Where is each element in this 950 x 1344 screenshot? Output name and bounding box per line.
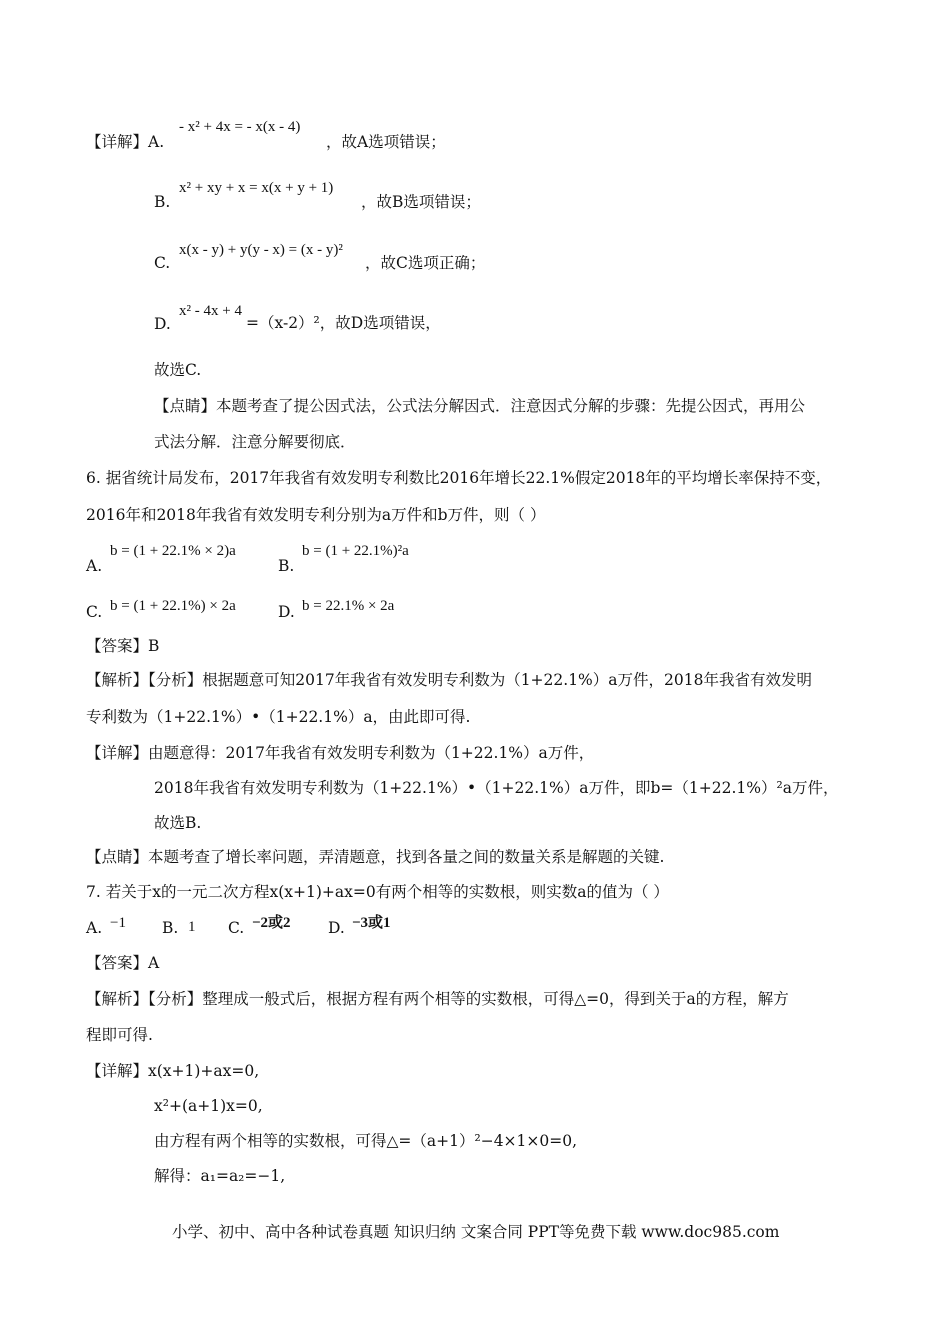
page-footer: 小学、初中、高中各种试卷真题 知识归纳 文案合同 PPT等免费下载 www.doc985.com: [172, 1223, 780, 1241]
q5-comment-line2: 式法分解．注意分解要彻底．: [154, 433, 356, 451]
q6-detail-line3: 故选B.: [154, 814, 202, 832]
q6-analysis-line2: 专利数为（1+22.1%）•（1+22.1%）a，由此即可得.: [86, 708, 471, 726]
q7-option-a-value: −1: [110, 915, 126, 931]
q6-option-d-label: D.: [278, 603, 295, 621]
q6-stem-line1: 6. 据省统计局发布，2017年我省有效发明专利数比2016年增长22.1%假定2018年的平均增长率保持不变，: [86, 469, 832, 487]
q6-detail-line1: 【详解】由题意得：2017年我省有效发明专利数为（1+22.1%）a万件，: [86, 744, 595, 762]
q6-answer: 【答案】B: [86, 637, 160, 655]
q7-option-c-label: C.: [228, 919, 245, 937]
q7-option-c-value: −2或2: [252, 915, 291, 931]
q6-option-b-label: B.: [278, 557, 295, 575]
q7-analysis-line2: 程即可得.: [86, 1026, 153, 1044]
q7-detail-line3: 由方程有两个相等的实数根，可得△=（a+1）²−4×1×0=0,: [154, 1132, 578, 1150]
q7-option-a-label: A.: [86, 919, 103, 937]
q6-analysis-line1: 【解析】【分析】根据题意可知2017年我省有效发明专利数为（1+22.1%）a万件，2018年我省有效发明: [86, 671, 812, 689]
q5-option-b-result: ，故B选项错误；: [361, 193, 481, 211]
q5-option-d-expression: x² - 4x + 4: [179, 303, 242, 319]
q7-detail-line2: x²+(a+1)x=0,: [154, 1097, 263, 1115]
q6-option-a-label: A.: [86, 557, 103, 575]
q7-detail-line1: 【详解】x(x+1)+ax=0,: [86, 1062, 260, 1080]
q7-option-b-value: 1: [188, 919, 196, 935]
q5-option-c-result: ，故C选项正确；: [365, 254, 486, 272]
q5-choose: 故选C.: [154, 361, 202, 379]
q7-option-d-label: D.: [328, 919, 345, 937]
q7-stem: 7. 若关于x的一元二次方程x(x+1)+ax=0有两个相等的实数根，则实数a的值为（ ）: [86, 883, 669, 901]
q5-option-b-label: B.: [154, 193, 171, 211]
q7-option-d-value: −3或1: [352, 915, 391, 931]
q6-comment: 【点睛】本题考查了增长率问题，弄清题意，找到各量之间的数量关系是解题的关键.: [86, 848, 665, 866]
q7-analysis-line1: 【解析】【分析】整理成一般式后，根据方程有两个相等的实数根，可得△=0，得到关于a的方程，解方: [86, 990, 789, 1008]
q5-option-a-expression: - x² + 4x = - x(x - 4): [179, 119, 301, 135]
q6-option-c-label: C.: [86, 603, 103, 621]
q5-option-a-result: ，故A选项错误；: [326, 133, 446, 151]
q5-comment-line1: 【点睛】本题考查了提公因式法，公式法分解因式．注意因式分解的步骤：先提公因式，再用公: [154, 397, 806, 415]
q6-detail-line2: 2018年我省有效发明专利数为（1+22.1%）•（1+22.1%）a万件，即b=（1+22.1%）²a万件，: [154, 779, 839, 797]
q6-option-a-expression: b = (1 + 22.1% × 2)a: [110, 543, 236, 559]
q5-option-d-result: =（x-2）²，故D选项错误，: [246, 314, 441, 332]
q6-stem-line2: 2016年和2018年我省有效发明专利分别为a万件和b万件，则（ ）: [86, 506, 546, 524]
q6-option-c-expression: b = (1 + 22.1%) × 2a: [110, 598, 236, 614]
q5-option-d-label: D.: [154, 315, 171, 333]
q5-option-c-expression: x(x - y) + y(y - x) = (x - y)²: [179, 242, 343, 258]
q6-option-d-expression: b = 22.1% × 2a: [302, 598, 395, 614]
q7-detail-line4: 解得：a₁=a₂=−1,: [154, 1167, 286, 1185]
q5-option-c-label: C.: [154, 254, 171, 272]
q7-option-b-label: B.: [162, 919, 179, 937]
q7-answer: 【答案】A: [86, 954, 160, 972]
q6-option-b-expression: b = (1 + 22.1%)²a: [302, 543, 409, 559]
q5-detail-prefix: 【详解】A.: [86, 133, 165, 151]
q5-option-b-expression: x² + xy + x = x(x + y + 1): [179, 180, 334, 196]
